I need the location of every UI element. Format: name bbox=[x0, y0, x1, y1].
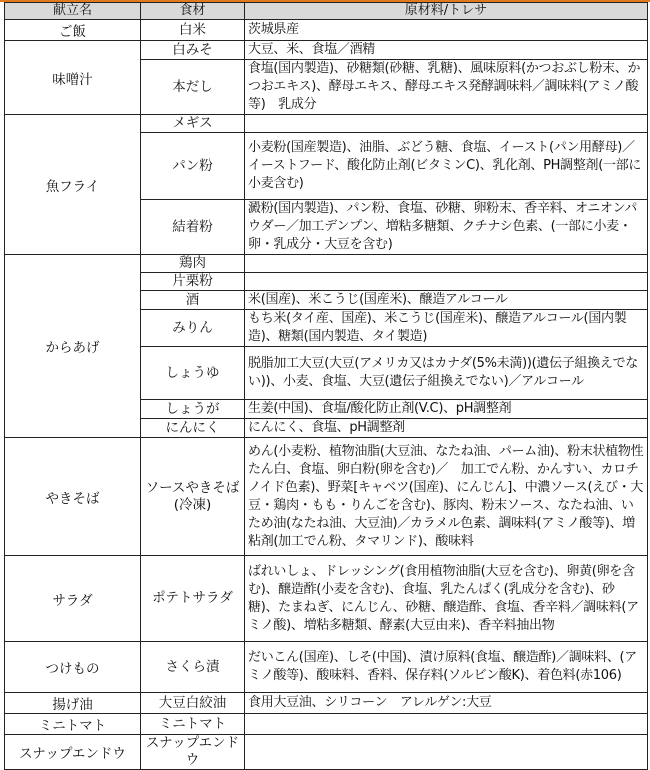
food-name: 酒 bbox=[185, 291, 200, 308]
ingredient-table bbox=[4, 2, 648, 770]
menu-name-cell bbox=[5, 735, 141, 770]
menu-name: 揚げ油 bbox=[52, 697, 93, 713]
table-row bbox=[5, 20, 648, 41]
ingredients-cell bbox=[245, 255, 648, 273]
ingredients-text: 大豆、米、食塩／酒精 bbox=[248, 42, 376, 57]
ingredients-cell bbox=[245, 200, 648, 255]
menu-name-cell bbox=[5, 556, 141, 642]
ingredients-text: 小麦粉(国産製造)、油脂、ぶどう糖、食塩、イースト(パン用酵母)／イーストフード、酸化防止剤(ビタミンC)、乳化剤、PH調整剤(一部に小麦含む) bbox=[248, 140, 642, 191]
table-row bbox=[5, 438, 648, 556]
food-name: 白みそ bbox=[172, 41, 213, 58]
menu-name-cell bbox=[5, 20, 141, 41]
table-row bbox=[5, 255, 648, 273]
food-name: ソースやきそば (冷凍) bbox=[145, 479, 240, 513]
food-cell bbox=[141, 20, 245, 41]
menu-name-cell bbox=[5, 714, 141, 735]
food-cell bbox=[141, 347, 245, 400]
table-body bbox=[5, 20, 648, 770]
ingredients-cell bbox=[245, 273, 648, 291]
header-row bbox=[5, 3, 648, 20]
ingredients-text: 米(国産)、米こうじ(国産米)、醸造アルコール bbox=[248, 292, 508, 307]
ingredients-text: 澱粉(国内製造)、パン粉、食塩、砂糖、卵粉末、香辛料、オニオンパウダー／加工デンプン、増粘多糖類、クチナシ色素、(一部に小麦・卵・乳成分・大豆を含む) bbox=[248, 201, 638, 252]
food-cell bbox=[141, 714, 245, 735]
ingredients-cell bbox=[245, 438, 648, 556]
menu-name: サラダ bbox=[52, 592, 93, 609]
food-name: みりん bbox=[172, 319, 213, 336]
ingredients-text: 脱脂加工大豆(大豆(アメリカ又はカナダ(5%未満))(遺伝子組換えでない))、小麦、食塩、大豆(遺伝子組換えでない)／アルコール bbox=[248, 356, 638, 389]
menu-name: つけもの bbox=[45, 661, 100, 677]
ingredients-cell bbox=[245, 133, 648, 200]
header-food: 食材 bbox=[141, 3, 245, 20]
menu-name: 味噌汁 bbox=[52, 71, 93, 88]
food-cell bbox=[141, 419, 245, 438]
ingredients-cell bbox=[245, 693, 648, 714]
food-cell bbox=[141, 273, 245, 291]
food-name: ミニトマト bbox=[158, 715, 227, 732]
menu-name: からあげ bbox=[45, 340, 100, 356]
ingredients-cell bbox=[245, 20, 648, 41]
food-cell bbox=[141, 400, 245, 419]
food-cell bbox=[141, 115, 245, 133]
ingredients-text: めん(小麦粉、植物油脂(大豆油、なたね油、パーム油)、粉末状植物性たん白、食塩、卵白粉(卵を含む)／ 加工でん粉、かんすい、カロチノイド色素)、野菜[キャベツ(国産)、にんじん]、中濃ソース(えび・大豆・鶏肉・もも・りんごを含む)、豚肉、粉末ソース、なたね油、いため油(なたね油、大豆油)／カラメル色素、調味料(アミノ酸等)、増粘剤(加工でん粉、タマリンド)、酸味料 bbox=[248, 443, 644, 549]
ingredients-text: もち米(タイ産、国産)、米こうじ(国産米)、醸造アルコール(国内製造)、糖類(国内製造、タイ製造) bbox=[248, 311, 627, 344]
menu-name: ミニトマト bbox=[38, 718, 107, 734]
menu-name: スナップエンドウ bbox=[19, 746, 126, 762]
food-name: さくら漬 bbox=[165, 658, 220, 675]
menu-name-cell bbox=[5, 642, 141, 693]
food-cell bbox=[141, 291, 245, 310]
food-cell bbox=[141, 133, 245, 200]
ingredients-cell bbox=[245, 60, 648, 115]
food-name: 大豆白絞油 bbox=[158, 694, 227, 711]
ingredients-cell bbox=[245, 714, 648, 735]
food-name: しょうが bbox=[165, 400, 220, 417]
header-menu-name: 献立名 bbox=[5, 3, 141, 20]
food-cell bbox=[141, 255, 245, 273]
ingredients-text: 生姜(中国)、食塩/酸化防止剤(V.C)、pH調整剤 bbox=[248, 401, 512, 416]
food-name: しょうゆ bbox=[165, 364, 220, 381]
food-cell bbox=[141, 200, 245, 255]
ingredients-cell bbox=[245, 419, 648, 438]
ingredients-text: だいこん(国産)、しそ(中国)、漬け原料(食塩、醸造酢)／調味料、(アミノ酸等)、酸味料、香料、保存料(ソルビン酸K)、着色料(赤106) bbox=[248, 650, 638, 683]
table-row bbox=[5, 735, 648, 770]
table-row bbox=[5, 642, 648, 693]
ingredients-text: 茨城県産 bbox=[248, 22, 299, 37]
ingredients-text: 食塩(国内製造)、砂糖類(砂糖、乳糖)、風味原料(かつおぶし粉末、かつおエキス)、酵母エキス、酵母エキス発酵調味料／調味料(アミノ酸等) 乳成分 bbox=[248, 61, 641, 112]
food-cell bbox=[141, 735, 245, 770]
table-row bbox=[5, 556, 648, 642]
food-name: メギス bbox=[172, 115, 213, 131]
ingredients-cell bbox=[245, 41, 648, 60]
table-row bbox=[5, 714, 648, 735]
food-cell bbox=[141, 438, 245, 556]
food-name: 結着粉 bbox=[172, 218, 213, 235]
table-row bbox=[5, 693, 648, 714]
ingredients-cell bbox=[245, 310, 648, 347]
food-cell bbox=[141, 60, 245, 115]
food-name: にんにく bbox=[165, 419, 220, 436]
food-name: 白米 bbox=[179, 21, 206, 38]
ingredients-cell bbox=[245, 347, 648, 400]
menu-name-cell bbox=[5, 438, 141, 556]
menu-name-cell bbox=[5, 693, 141, 714]
food-name: スナップエンドウ bbox=[145, 735, 240, 768]
food-cell bbox=[141, 642, 245, 693]
menu-name: ご飯 bbox=[59, 24, 86, 40]
ingredients-cell bbox=[245, 291, 648, 310]
food-name: 片栗粉 bbox=[172, 273, 213, 289]
ingredients-cell bbox=[245, 642, 648, 693]
ingredients-cell bbox=[245, 400, 648, 419]
food-name: ポテトサラダ bbox=[152, 590, 233, 606]
header-ingredients: 原材料/トレサ bbox=[245, 3, 648, 20]
food-cell bbox=[141, 693, 245, 714]
menu-name: 魚フライ bbox=[45, 178, 100, 195]
table-row bbox=[5, 41, 648, 60]
food-name: 鶏肉 bbox=[179, 255, 206, 271]
ingredients-text: にんにく、食塩、pH調整剤 bbox=[248, 420, 405, 435]
ingredients-text: 食用大豆油、シリコーン アレルゲン:大豆 bbox=[248, 695, 492, 710]
ingredients-text: ばれいしょ、ドレッシング(食用植物油脂(大豆を含む)、卵黄(卵を含む)、醸造酢(小麦を含む)、食塩、乳たんぱく(乳成分を含む)、砂糖)、たまねぎ、にんじん、砂糖、醸造酢、食塩、香辛料／調味料(アミノ酸)、増粘多糖類、酵素(大豆由来)、香辛料抽出物 bbox=[248, 563, 639, 633]
food-cell bbox=[141, 556, 245, 642]
menu-name-cell bbox=[5, 115, 141, 255]
ingredients-cell bbox=[245, 556, 648, 642]
food-cell bbox=[141, 41, 245, 60]
ingredients-cell bbox=[245, 735, 648, 770]
menu-name-cell bbox=[5, 41, 141, 115]
menu-name: やきそば bbox=[45, 490, 100, 507]
food-name: 本だし bbox=[172, 78, 213, 95]
table-row bbox=[5, 115, 648, 133]
food-cell bbox=[141, 310, 245, 347]
ingredients-cell bbox=[245, 115, 648, 133]
menu-name-cell bbox=[5, 255, 141, 438]
food-name: パン粉 bbox=[172, 157, 213, 174]
